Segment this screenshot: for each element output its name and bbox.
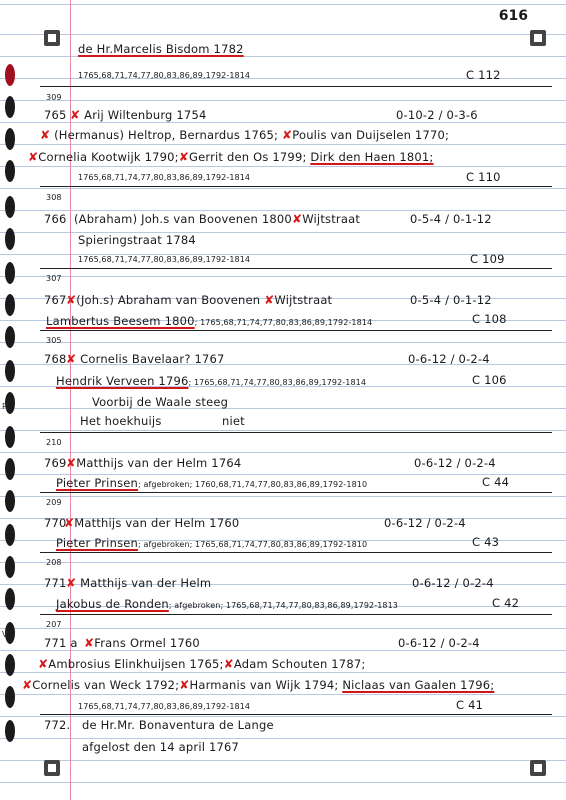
section-number: 208: [46, 558, 62, 567]
entry-owner-line: [38, 657, 365, 671]
binder-hole: [5, 720, 15, 742]
entry-owner-line: [84, 636, 200, 650]
entry-owner-line: [56, 536, 367, 550]
binder-hole: [5, 360, 15, 382]
entry-code: C 110: [466, 170, 501, 184]
entry-years: 1765,68,71,74,77,80,83,86,89,1792-1814: [78, 71, 251, 80]
corner-marker-icon: [44, 760, 60, 776]
entry-number: 766: [44, 212, 67, 226]
binder-hole: [5, 686, 15, 708]
entry-years: 1765,68,71,74,77,80,83,86,89,1792-1814: [78, 255, 251, 264]
section-number: 308: [46, 193, 62, 202]
location-note: Voorbij de Waale steeg: [92, 395, 229, 409]
cross-mark-icon: ✘: [28, 150, 39, 164]
entry-value: 0-6-12 / 0-2-4: [412, 576, 494, 590]
cross-mark-icon: ✘: [281, 128, 293, 142]
entry-value: 0-6-12 / 0-2-4: [414, 456, 496, 470]
entry-number: 772.: [44, 718, 71, 732]
binder-hole: [5, 160, 15, 182]
owner-name: (Hermanus) Heltrop, Bernardus 1765;: [54, 128, 279, 142]
owner-name: Matthijs van der Helm 1764: [76, 456, 242, 470]
section-number: 209: [46, 498, 62, 507]
side-mark: R: [2, 402, 8, 411]
binder-hole: [5, 490, 15, 512]
cross-mark-icon: ✘: [84, 636, 95, 650]
binder-hole: [5, 64, 15, 86]
binder-hole: [5, 262, 15, 284]
owner-name: Jakobus de Ronden: [56, 597, 169, 611]
entry-owner-line: [56, 374, 366, 388]
entry-years: ; afgebroken; 1765,68,71,74,77,80,83,86,89,1792-1813: [168, 601, 398, 610]
entry-years: ; 1765,68,71,74,77,80,83,86,89,1792-1814: [188, 378, 367, 387]
owner-name: Cornelis Bavelaar? 1767: [80, 352, 225, 366]
entry-number: 768: [44, 352, 67, 366]
binder-hole: [5, 654, 15, 676]
entry-owner-line: [22, 678, 494, 692]
binder-hole: [5, 96, 15, 118]
entry-years: ; 1765,68,71,74,77,80,83,86,89,1792-1814: [194, 318, 373, 327]
entry-code: C 43: [472, 535, 500, 549]
location-note: Het hoekhuijs: [80, 414, 162, 428]
corner-marker-icon: [530, 30, 546, 46]
entry-owner-line: [66, 352, 225, 366]
owner-name: Poulis van Duijselen 1770;: [292, 128, 450, 142]
owner-name: Lambertus Beesem 1800: [46, 314, 195, 328]
entry-owner-line: [56, 597, 398, 611]
cross-mark-icon: ✘: [40, 128, 51, 142]
cross-mark-icon: ✘: [179, 678, 190, 692]
entry-code: C 112: [466, 68, 501, 82]
entry-years: 1765,68,71,74,77,80,83,86,89,1792-1814: [78, 702, 251, 711]
owner-name: Gerrit den Os 1799;: [188, 150, 307, 164]
section-number: 307: [46, 274, 62, 283]
entry-owner: de Hr.Marcelis Bisdom 1782: [78, 42, 244, 56]
owner-name: (Abraham) Joh.s van Boovenen 1800: [74, 212, 292, 226]
street-name: Spieringstraat 1784: [78, 233, 196, 247]
owner-name: Matthijs van der Helm: [80, 576, 212, 590]
street-name: Wijtstraat: [302, 212, 361, 226]
cross-mark-icon: ✘: [64, 516, 75, 530]
section-number: 207: [46, 620, 62, 629]
entry-owner-line: [56, 476, 367, 490]
divider: [40, 330, 552, 331]
entry-code: C 109: [470, 252, 505, 266]
entry-owner-line: [74, 212, 360, 226]
owner-name: Matthijs van der Helm 1760: [74, 516, 240, 530]
entry-years: ; afgebroken; 1765,68,71,74,77,80,83,86,89,1792-1810: [138, 540, 368, 549]
binder-hole: [5, 588, 15, 610]
binder-hole: [5, 556, 15, 578]
owner-name: Pieter Prinsen: [56, 476, 139, 490]
entry-code: C 41: [456, 698, 484, 712]
entry-owner-line: [46, 314, 372, 328]
owner-name: Dirk den Haen 1801;: [310, 150, 434, 164]
entry-code: C 44: [482, 475, 510, 489]
entry-years: 1765,68,71,74,77,80,83,86,89,1792-1814: [78, 173, 251, 182]
binder-hole: [5, 326, 15, 348]
owner-name: Hendrik Verveen 1796: [56, 374, 189, 388]
binder-hole: [5, 294, 15, 316]
entry-value: 0-5-4 / 0-1-12: [410, 293, 492, 307]
cross-mark-icon: ✘: [264, 293, 275, 307]
divider: [40, 714, 552, 715]
divider: [40, 86, 552, 87]
entry-value: 0-6-12 / 0-2-4: [398, 636, 480, 650]
divider: [40, 492, 552, 493]
divider: [40, 552, 552, 553]
cross-mark-icon: ✘: [66, 576, 77, 590]
entry-value: 0-10-2 / 0-3-6: [396, 108, 478, 122]
entry-number: 767: [44, 293, 67, 307]
entry-owner-line: [66, 576, 211, 590]
cross-mark-icon: ✘: [38, 657, 49, 671]
corner-marker-icon: [530, 760, 546, 776]
entry-owner-line: [70, 108, 206, 122]
entry-owner-line: [66, 293, 332, 307]
owner-name: Niclaas van Gaalen 1796;: [342, 678, 495, 692]
binder-hole: [5, 128, 15, 150]
entry-value: 0-5-4 / 0-1-12: [410, 212, 492, 226]
binder-hole: [5, 426, 15, 448]
entry-owner-line: [66, 456, 241, 470]
entry-number: 765: [44, 108, 67, 122]
owner-name: de Hr.Mr. Bonaventura de Lange: [82, 718, 274, 732]
entry-owner-line: [28, 150, 433, 164]
entry-code: C 108: [472, 312, 507, 326]
divider: [40, 614, 552, 615]
entry-value: 0-6-12 / 0-2-4: [408, 352, 490, 366]
cross-mark-icon: ✘: [291, 212, 303, 226]
cross-mark-icon: ✘: [70, 108, 81, 122]
entry-owner-line: [40, 128, 449, 142]
owner-name: Ambrosius Elinkhuijsen 1765;: [48, 657, 224, 671]
entry-number: 771 a: [44, 636, 78, 650]
divider: [40, 186, 552, 187]
divider: [40, 432, 552, 433]
owner-name: (Joh.s) Abraham van Boovenen: [76, 293, 261, 307]
entry-owner-line: [64, 516, 239, 530]
entry-value: 0-6-12 / 0-2-4: [384, 516, 466, 530]
binder-hole: [5, 458, 15, 480]
binder-hole: [5, 524, 15, 546]
entry-years: ; afgebroken; 1760,68,71,74,77,80,83,86,89,1792-1810: [138, 480, 368, 489]
location-note: niet: [222, 414, 245, 428]
binder-hole: [5, 196, 15, 218]
owner-name: Frans Ormel 1760: [94, 636, 200, 650]
entry-number: 770: [44, 516, 67, 530]
side-mark: V: [2, 630, 8, 639]
cross-mark-icon: ✘: [66, 456, 77, 470]
owner-name: Pieter Prinsen: [56, 536, 139, 550]
owner-name: Harmanis van Wijk 1794;: [189, 678, 339, 692]
section-number: 309: [46, 93, 62, 102]
divider: [40, 268, 552, 269]
section-number: 305: [46, 336, 62, 345]
owner-name: Cornelia Kootwijk 1790;: [38, 150, 179, 164]
cross-mark-icon: ✘: [66, 293, 77, 307]
cross-mark-icon: ✘: [66, 352, 77, 366]
entry-code: C 106: [472, 373, 507, 387]
redemption-note: afgelost den 14 april 1767: [82, 740, 240, 754]
cross-mark-icon: ✘: [223, 657, 234, 671]
owner-name: Arij Wiltenburg 1754: [84, 108, 207, 122]
entry-number: 771: [44, 576, 67, 590]
owner-name: Cornelis van Weck 1792;: [32, 678, 180, 692]
entry-number: 769: [44, 456, 67, 470]
entry-code: C 42: [492, 596, 520, 610]
street-name: Wijtstraat: [274, 293, 333, 307]
cross-mark-icon: ✘: [178, 150, 189, 164]
binder-hole: [5, 228, 15, 250]
page-number: 616: [498, 8, 528, 24]
owner-name: Adam Schouten 1787;: [233, 657, 366, 671]
section-number: 210: [46, 438, 62, 447]
cross-mark-icon: ✘: [22, 678, 33, 692]
corner-marker-icon: [44, 30, 60, 46]
